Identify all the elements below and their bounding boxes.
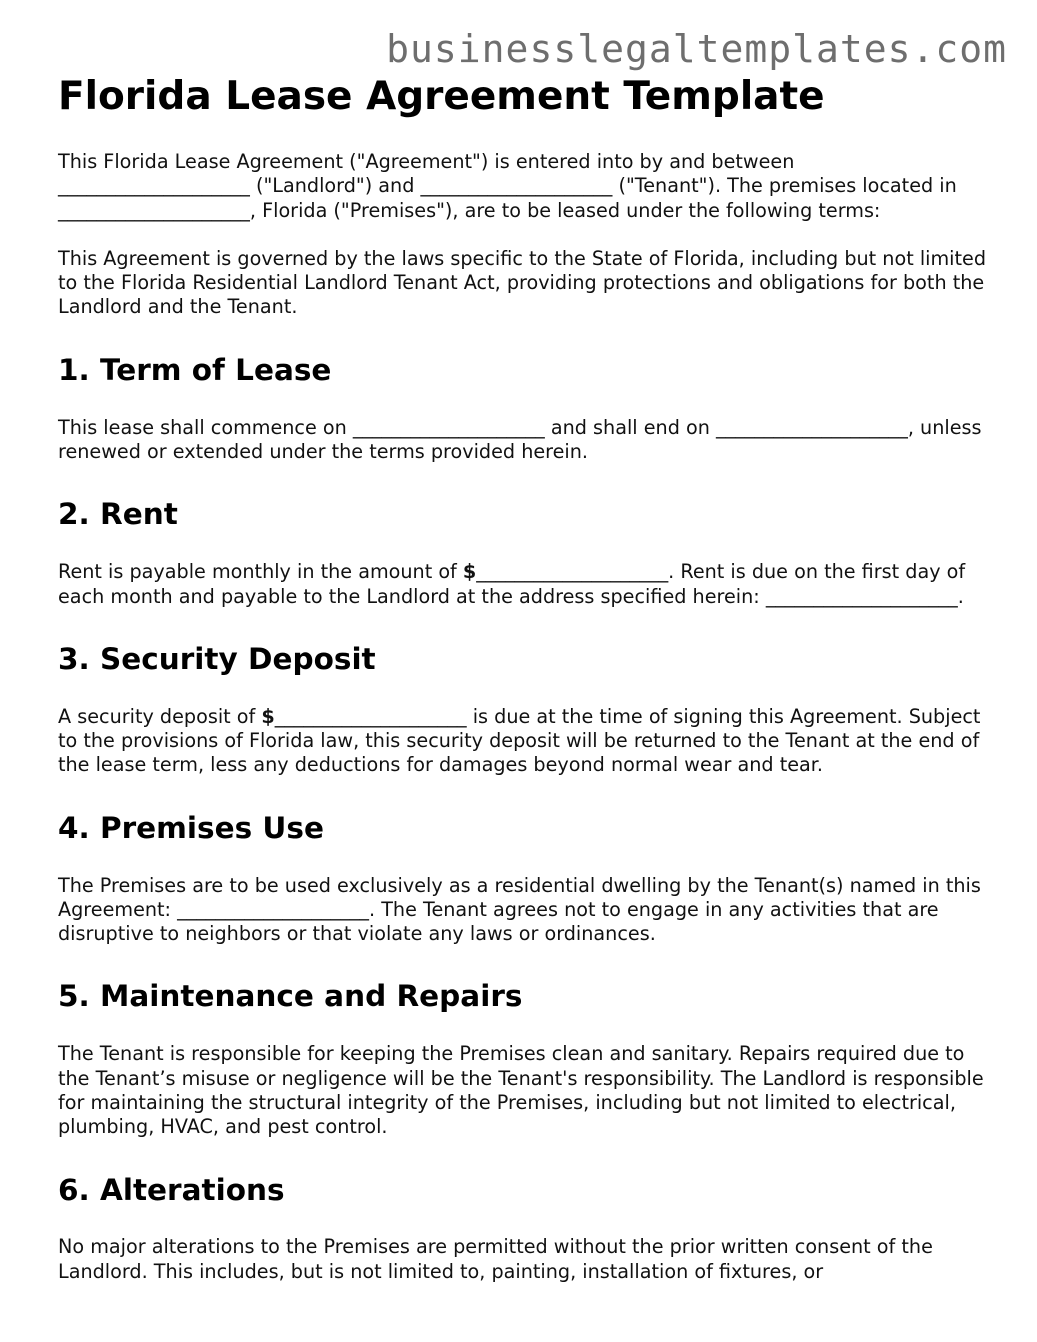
section-heading-term: 1. Term of Lease (58, 352, 332, 387)
tenant-names-blank: ____________________ (177, 897, 370, 921)
premises-location-blank: ____________________ (58, 198, 250, 222)
site-watermark: businesslegaltemplates.com (386, 27, 1007, 71)
use-text-2: . The Tenant agrees not to engage in any activities that are disruptive to neighbors or that violate any laws or ordinances. (58, 897, 939, 946)
use-paragraph (58, 874, 988, 947)
tenant-name-blank: ____________________ (420, 174, 613, 198)
section-heading-maintenance: 5. Maintenance and Repairs (58, 979, 523, 1014)
rent-text-1: Rent is payable monthly in the amount of (58, 560, 463, 584)
intro-text-3: ("Tenant"). The premises located in (612, 174, 957, 198)
deposit-amount-blank: ____________________ (274, 704, 467, 728)
intro-text-1: This Florida Lease Agreement ("Agreement") is entered into by and between (58, 150, 795, 173)
maintenance-paragraph: The Tenant is responsible for keeping the Premises clean and sanitary. Repairs required due to the Tenant’s misuse or negligence will be the Tenant's responsibility. The Landlord is responsible for maintaining the structural integrity of the Premises, including but not limited to electrical, plumbing, HVAC, and pest control. (58, 1042, 984, 1139)
use-text-1: The Premises are to be used exclusively as a residential dwelling by the Tenant(s) named in this Agreement: (58, 873, 981, 921)
alterations-paragraph: No major alterations to the Premises are permitted without the prior written consent of the Landlord. This includes, but is not limited to, painting, installation of fixtures, or (58, 1235, 933, 1283)
deposit-text-2: is due at the time of signing this Agreement. Subject to the provisions of Florida law, this security deposit will be returned to the Tenant at the end of the lease term, less any deductions for damages beyond normal wear and tear. (58, 704, 981, 777)
rent-currency-symbol: $ (462, 560, 477, 584)
governing-law-paragraph: This Agreement is governed by the laws specific to the State of Florida, including but not limited to the Florida Residential Landlord Tenant Act, providing protections and obligations for both the Landlord and the Tenant. (58, 246, 987, 319)
section-heading-deposit: 3. Security Deposit (58, 641, 376, 676)
section-heading-alterations: 6. Alterations (58, 1172, 285, 1207)
deposit-text-1: A security deposit of (58, 704, 262, 728)
intro-text-4: , Florida ("Premises"), are to be leased under the following terms: (249, 198, 881, 222)
section-heading-rent: 2. Rent (58, 497, 178, 532)
document-title: Florida Lease Agreement Template (58, 74, 825, 119)
rent-text-2: . Rent is due on the first day of each month and payable to the Landlord at the address specified herein: (58, 560, 966, 608)
rent-text-3: . (957, 584, 964, 608)
intro-text-2: ("Landlord") and (249, 174, 421, 198)
rent-paragraph (58, 560, 988, 609)
deposit-currency-symbol: $ (261, 704, 275, 728)
term-text-1: This lease shall commence on (58, 415, 353, 439)
term-text-2: and shall end on (544, 415, 716, 439)
term-text-3: , unless renewed or extended under the terms provided herein. (58, 415, 982, 463)
section-heading-use: 4. Premises Use (58, 810, 324, 845)
start-date-blank: ____________________ (352, 415, 545, 439)
rent-amount-blank: ____________________ (476, 560, 669, 584)
term-paragraph (58, 416, 988, 465)
landlord-name-blank: ____________________ (58, 174, 250, 198)
document-body (58, 150, 988, 1308)
rent-address-blank: ____________________ (765, 584, 958, 608)
intro-paragraph (58, 150, 988, 223)
end-date-blank: ____________________ (715, 415, 908, 439)
deposit-paragraph (58, 705, 988, 778)
